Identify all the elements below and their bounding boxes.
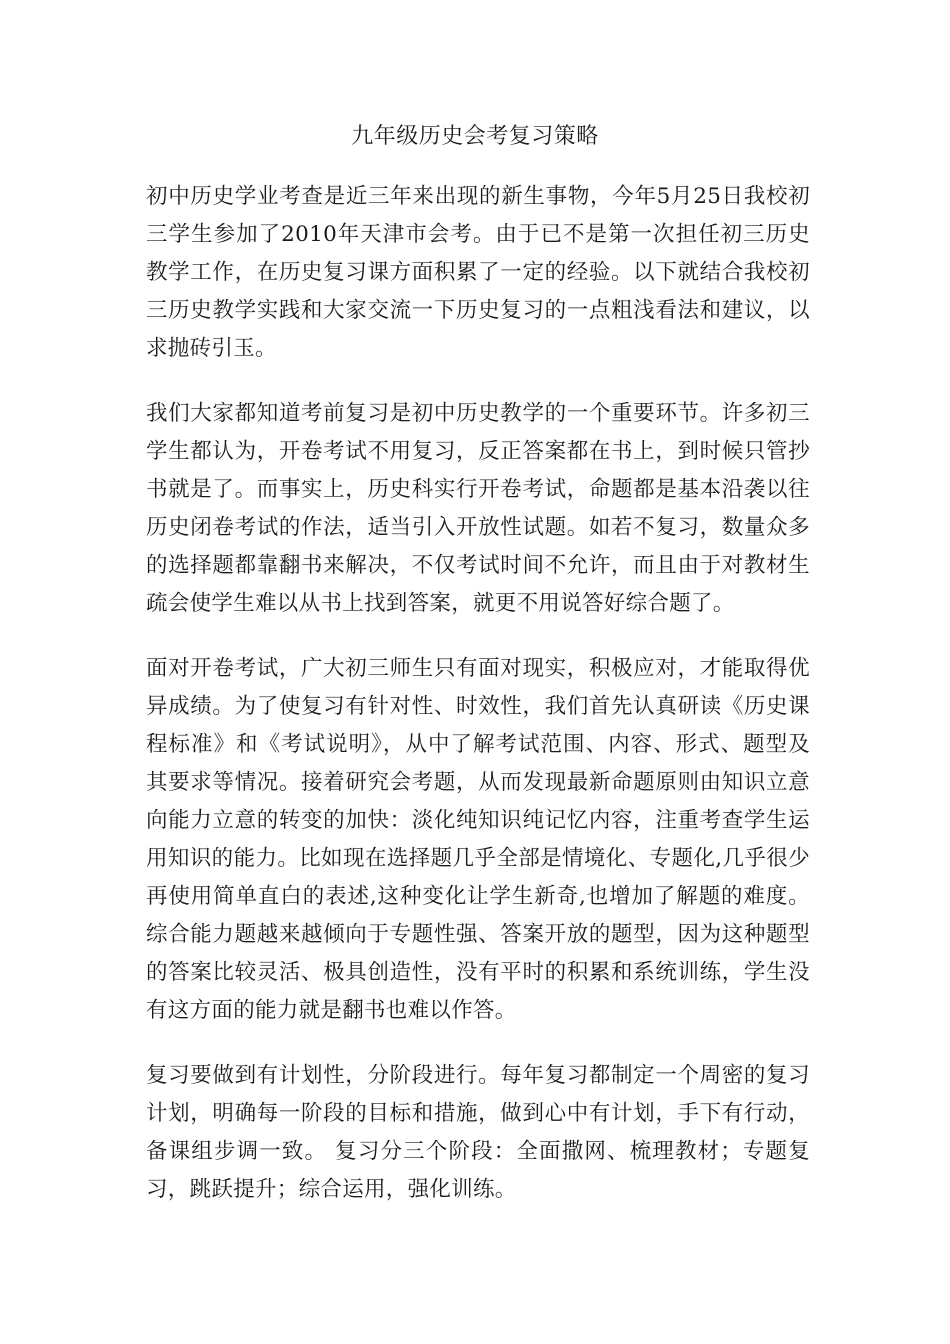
paragraph-exam-strategy: 面对开卷考试，广大初三师生只有面对现实，积极应对，才能取得优异成绩。为了使复习有针对性、时效性，我们首先认真研读《历史课程标准》和《考试说明》，从中了解考试范围、内容、形式、题型及其要求等情况。接着研究会考题，从而发现最新命题原则由知识立意向能力立意的转变的加快：淡化纯知识纯记忆内容，注重考查学生运用知识的能力。比如现在选择题几乎全部是情境化、专题化,几乎很少再使用简单直白的表述,这种变化让学生新奇,也增加了解题的难度。综合能力题越来越倾向于专题性强、答案开放的题型，因为这种题型的答案比较灵活、极具创造性，没有平时的积累和系统训练，学生没有这方面的能力就是翻书也难以作答。	[146, 656, 810, 1023]
paragraph-review-plan: 复习要做到有计划性，分阶段进行。每年复习都制定一个周密的复习计划，明确每一阶段的目标和措施，做到心中有计划，手下有行动，备课组步调一致。 复习分三个阶段：全面撒网、梳理教材；专题复习，跳跃提升；综合运用，强化训练。	[146, 1063, 810, 1202]
paragraph-review-importance: 我们大家都知道考前复习是初中历史教学的一个重要环节。许多初三学生都认为，开卷考试不用复习，反正答案都在书上，到时候只管抄书就是了。而事实上，历史科实行开卷考试，命题都是基本沿袭以往历史闭卷考试的作法，适当引入开放性试题。如若不复习，数量众多的选择题都靠翻书来解决，不仅考试时间不允许，而且由于对教材生疏会使学生难以从书上找到答案，就更不用说答好综合题了。	[146, 401, 810, 616]
document-title: 九年级历史会考复习策略	[351, 124, 599, 149]
paragraph-intro: 初中历史学业考查是近三年来出现的新生事物，今年5月25日我校初三学生参加了2010年天津市会考。由于已不是第一次担任初三历史教学工作，在历史复习课方面积累了一定的经验。以下就结合我校初三历史教学实践和大家交流一下历史复习的一点粗浅看法和建议，以求抛砖引玉。	[146, 184, 810, 361]
document-body	[146, 178, 810, 1236]
